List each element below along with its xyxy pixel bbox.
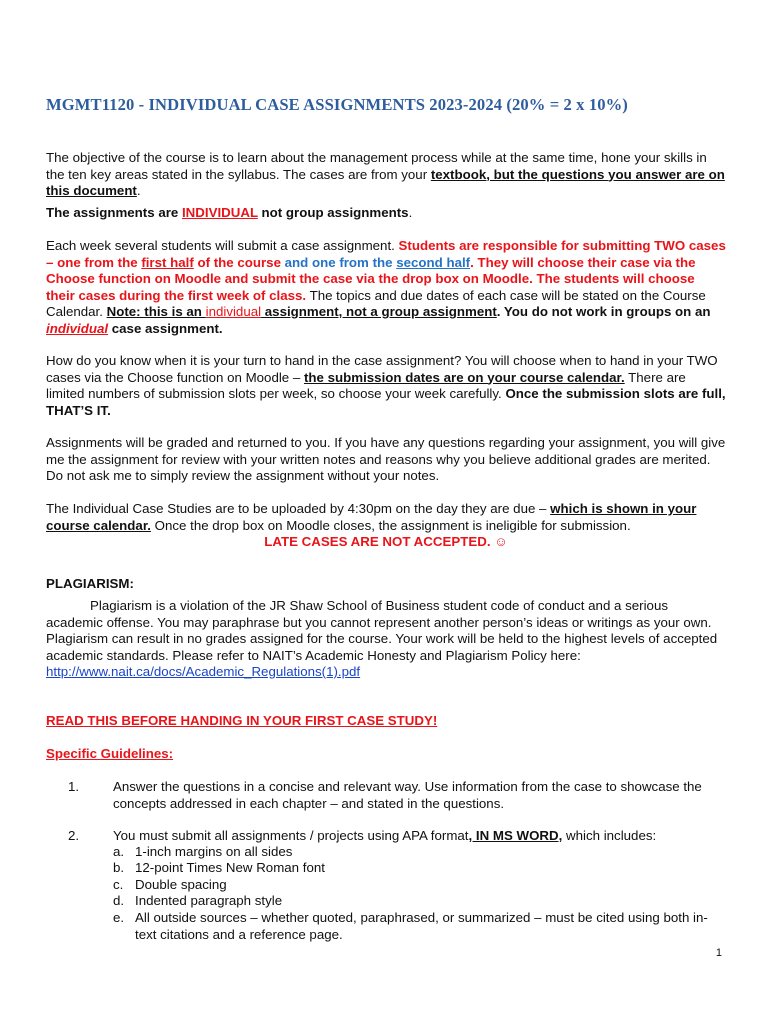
guideline-text	[113, 828, 713, 845]
turn-paragraph	[46, 353, 726, 419]
note-text: Note: this is an	[106, 304, 206, 319]
subitem-text: 12-point Times New Roman font	[135, 860, 325, 875]
note-text-3: . You do not work in groups on an	[496, 304, 711, 319]
grading-paragraph: Assignments will be graded and returned to you. If you have any questions regarding your assignment, you will give me the assignment for review with your written notes and reasons why you believe additional grades are merited. Do not ask me to simply review the assignment without your notes.	[46, 435, 726, 483]
apa-text-2: which includes:	[562, 828, 657, 843]
read-this-warning: READ THIS BEFORE HANDING IN YOUR FIRST CASE STUDY!	[46, 713, 438, 728]
note-individual: individual	[205, 304, 262, 319]
subitem-text: Double spacing	[135, 877, 227, 892]
apa-text: You must submit all assignments / projects using APA format	[113, 828, 469, 843]
objective-text: The objective of the course is to learn about the management process while at the same time, hone your skills in the ten key areas stated in the syllabus. The cases are from your	[46, 150, 707, 182]
guideline-number: 2.	[68, 828, 80, 843]
upload-text-2: Once the drop box on Moodle closes, the assignment is ineligible for submission.	[150, 517, 631, 533]
subitem-letter: e.	[113, 910, 125, 925]
note-text-4: case assignment.	[108, 320, 223, 336]
individual-notice-text: The assignments are	[46, 205, 182, 220]
submission-intro: Each week several students will submit a case assignment.	[46, 238, 399, 253]
subitem-text: Indented paragraph style	[135, 893, 283, 908]
ms-word-emphasis: , IN MS WORD,	[468, 828, 563, 843]
turn-emphasis-2: Once the submission slots are full, THAT’S IT.	[46, 386, 726, 418]
plagiarism-heading: PLAGIARISM:	[46, 576, 134, 591]
subitem-text: All outside sources – whether quoted, paraphrased, or summarized – must be cited using both in-text citations and a reference page.	[135, 910, 708, 942]
turn-text-2: There are limited numbers of submission slots per week, so choose your week carefully.	[46, 369, 686, 401]
first-half: first half	[141, 254, 194, 270]
subitem-letter: c.	[113, 877, 124, 892]
subitem-letter: b.	[113, 860, 125, 875]
second-half: second half	[396, 254, 471, 270]
submission-rule-2: of the course	[193, 254, 281, 270]
submission-paragraph	[46, 238, 726, 337]
upload-emphasis: which is shown in your course calendar.	[46, 501, 697, 533]
subitem-letter: d.	[113, 893, 125, 908]
policy-link[interactable]: http://www.nait.ca/docs/Academic_Regulations(1).pdf	[46, 664, 361, 679]
plagiarism-paragraph	[46, 598, 726, 681]
late-notice: LATE CASES ARE NOT ACCEPTED. ☺	[264, 534, 508, 549]
individual-keyword: INDIVIDUAL	[181, 205, 258, 220]
topics-text: The topics and due dates of each case will be stated on the Course Calendar.	[46, 287, 706, 319]
turn-emphasis: the submission dates are on your course calendar.	[303, 369, 625, 385]
turn-text: How do you know when it is your turn to hand in the case assignment? You will choose when to hand in your TWO cases via the Choose function on Moodle –	[46, 353, 718, 385]
subitem-letter: a.	[113, 844, 125, 859]
submission-rule: Students are responsible for submitting TWO cases – one from the	[46, 238, 726, 270]
subitem-text: 1-inch margins on all sides	[135, 844, 293, 859]
objective-emphasis: textbook, but the questions you answer are on this document	[46, 166, 725, 198]
objective-end: .	[136, 183, 141, 198]
guideline-number: 1.	[68, 779, 80, 794]
page-number: 1	[715, 947, 722, 959]
guideline-text: Answer the questions in a concise and relevant way. Use information from the case to showcase the concepts addressed in each chapter – and stated in the questions.	[113, 779, 702, 811]
upload-paragraph	[46, 501, 726, 534]
individual-notice-end: .	[408, 205, 413, 220]
submission-rule-3: and one from the	[280, 254, 397, 270]
individual-notice-tail: not group assignments	[257, 205, 409, 220]
document-title: MGMT1120 - INDIVIDUAL CASE ASSIGNMENTS 2023-2024 (20% = 2 x 10%)	[46, 95, 628, 114]
note-text-2: assignment, not a group assignment	[261, 304, 497, 319]
objective-paragraph	[46, 150, 726, 200]
upload-text: The Individual Case Studies are to be uploaded by 4:30pm on the day they are due –	[46, 501, 551, 516]
plagiarism-text: Plagiarism is a violation of the JR Shaw School of Business student code of conduct and a serious academic offense. You may paraphrase but you cannot represent another person’s ideas or writings as your own. Plagiarism can result in no grades assigned for the course. Your work will be held to the highest levels of accepted academic standards. Please refer to NAIT’s Academic Honesty and Plagiarism Policy here:	[46, 598, 718, 663]
submission-rule-4: . They will choose their case via the Choose function on Moodle and submit the case via the drop box on Moodle. The students will choose their cases during the first week of class.	[46, 254, 696, 303]
note-individual-2: individual	[46, 320, 109, 336]
guidelines-heading: Specific Guidelines:	[46, 746, 174, 761]
individual-notice	[46, 205, 726, 222]
